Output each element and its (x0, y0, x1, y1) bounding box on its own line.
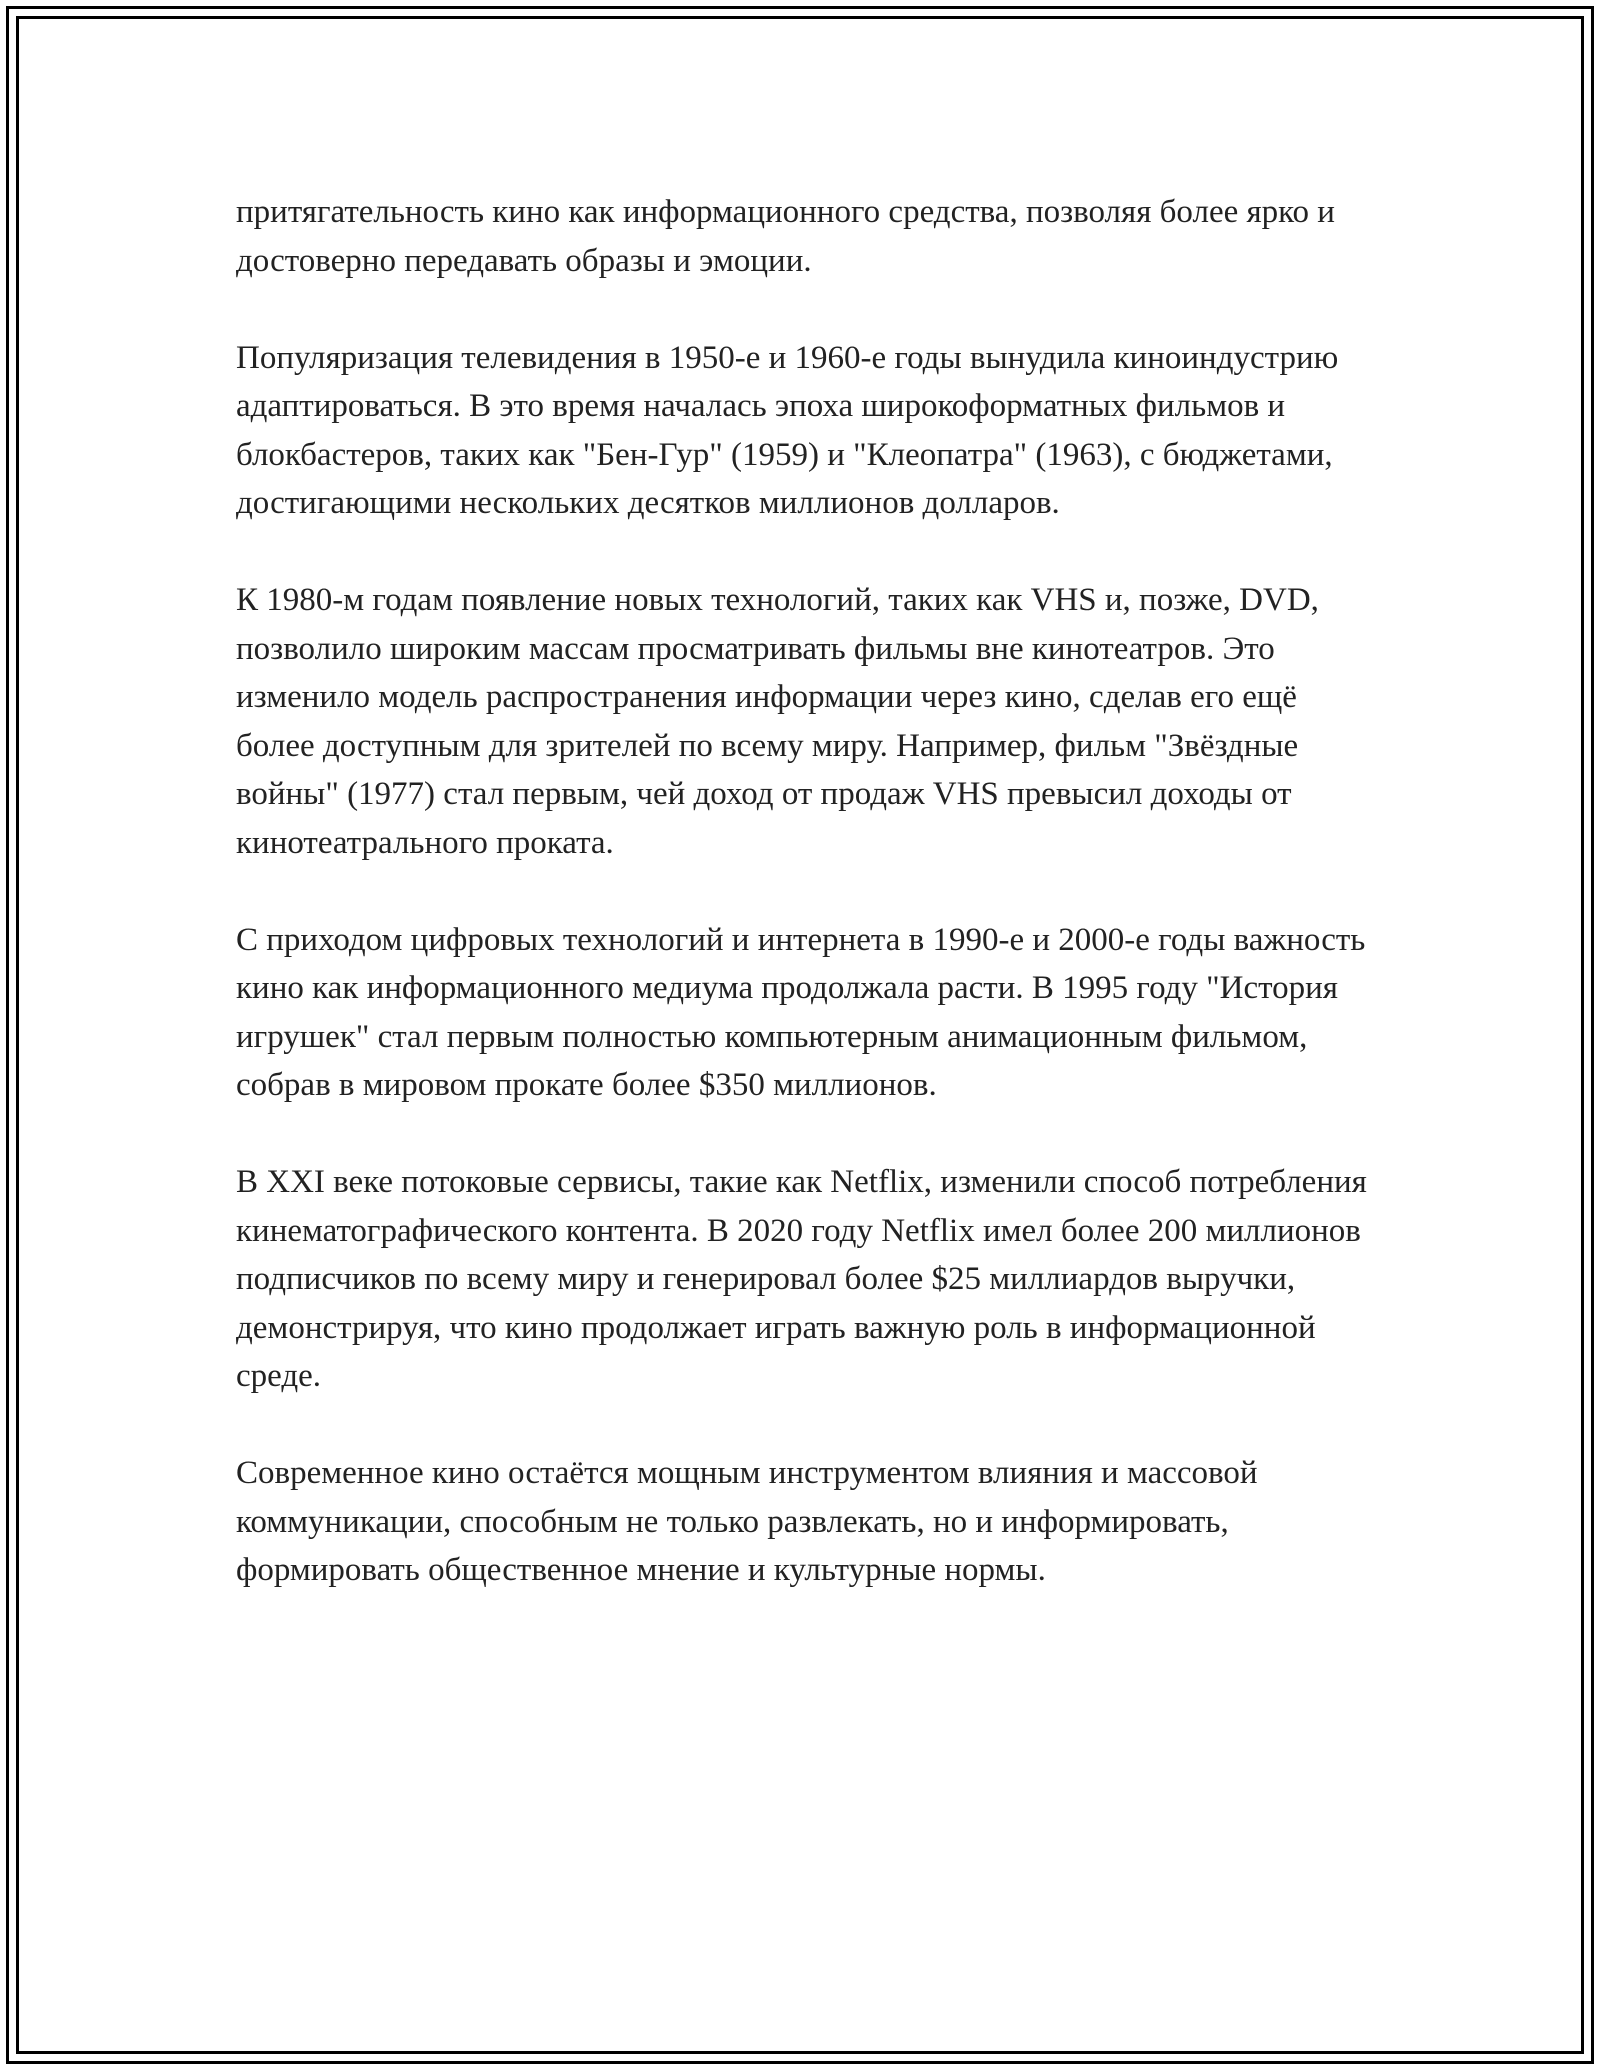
paragraph-3: К 1980-м годам появление новых технологий, таких как VHS и, позже, DVD, позволило широким массам просматривать фильмы вне кинотеатров. Это изменило модель распространения информации через кино, сделав его ещё более доступным для зрителей по всему миру. Например, фильм "Звёздные войны" (1977) стал первым, чей доход от продаж VHS превысил доходы от кинотеатрального проката. (236, 582, 1319, 861)
paragraph-5: В XXI веке потоковые сервисы, такие как Netflix, изменили способ потребления кинематографического контента. В 2020 году Netflix имел более 200 миллионов подписчиков по всему миру и генерировал более $25 миллиардов выручки, демонстрируя, что кино продолжает играть важную роль в информационной среде. (236, 1164, 1367, 1394)
paragraph-4: С приходом цифровых технологий и интернета в 1990-е и 2000-е годы важность кино как информационного медиума продолжала расти. В 1995 году "История игрушек" стал первым полностью компьютерным анимационным фильмом, собрав в мировом прокате более $350 миллионов. (236, 921, 1366, 1103)
document-body (236, 188, 1376, 1643)
paragraph-6: Современное кино остаётся мощным инструментом влияния и массовой коммуникации, способным не только развлекать, но и информировать, формировать общественное мнение и культурные нормы. (236, 1455, 1258, 1588)
paragraph-1: притягательность кино как информационного средства, позволяя более ярко и достоверно передавать образы и эмоции. (236, 194, 1335, 279)
paragraph-2: Популяризация телевидения в 1950-е и 1960-е годы вынудила киноиндустрию адаптироваться. В это время началась эпоха широкоформатных фильмов и блокбастеров, таких как "Бен-Гур" (1959) и "Клеопатра" (1963), с бюджетами, достигающими нескольких десятков миллионов долларов. (236, 339, 1339, 521)
